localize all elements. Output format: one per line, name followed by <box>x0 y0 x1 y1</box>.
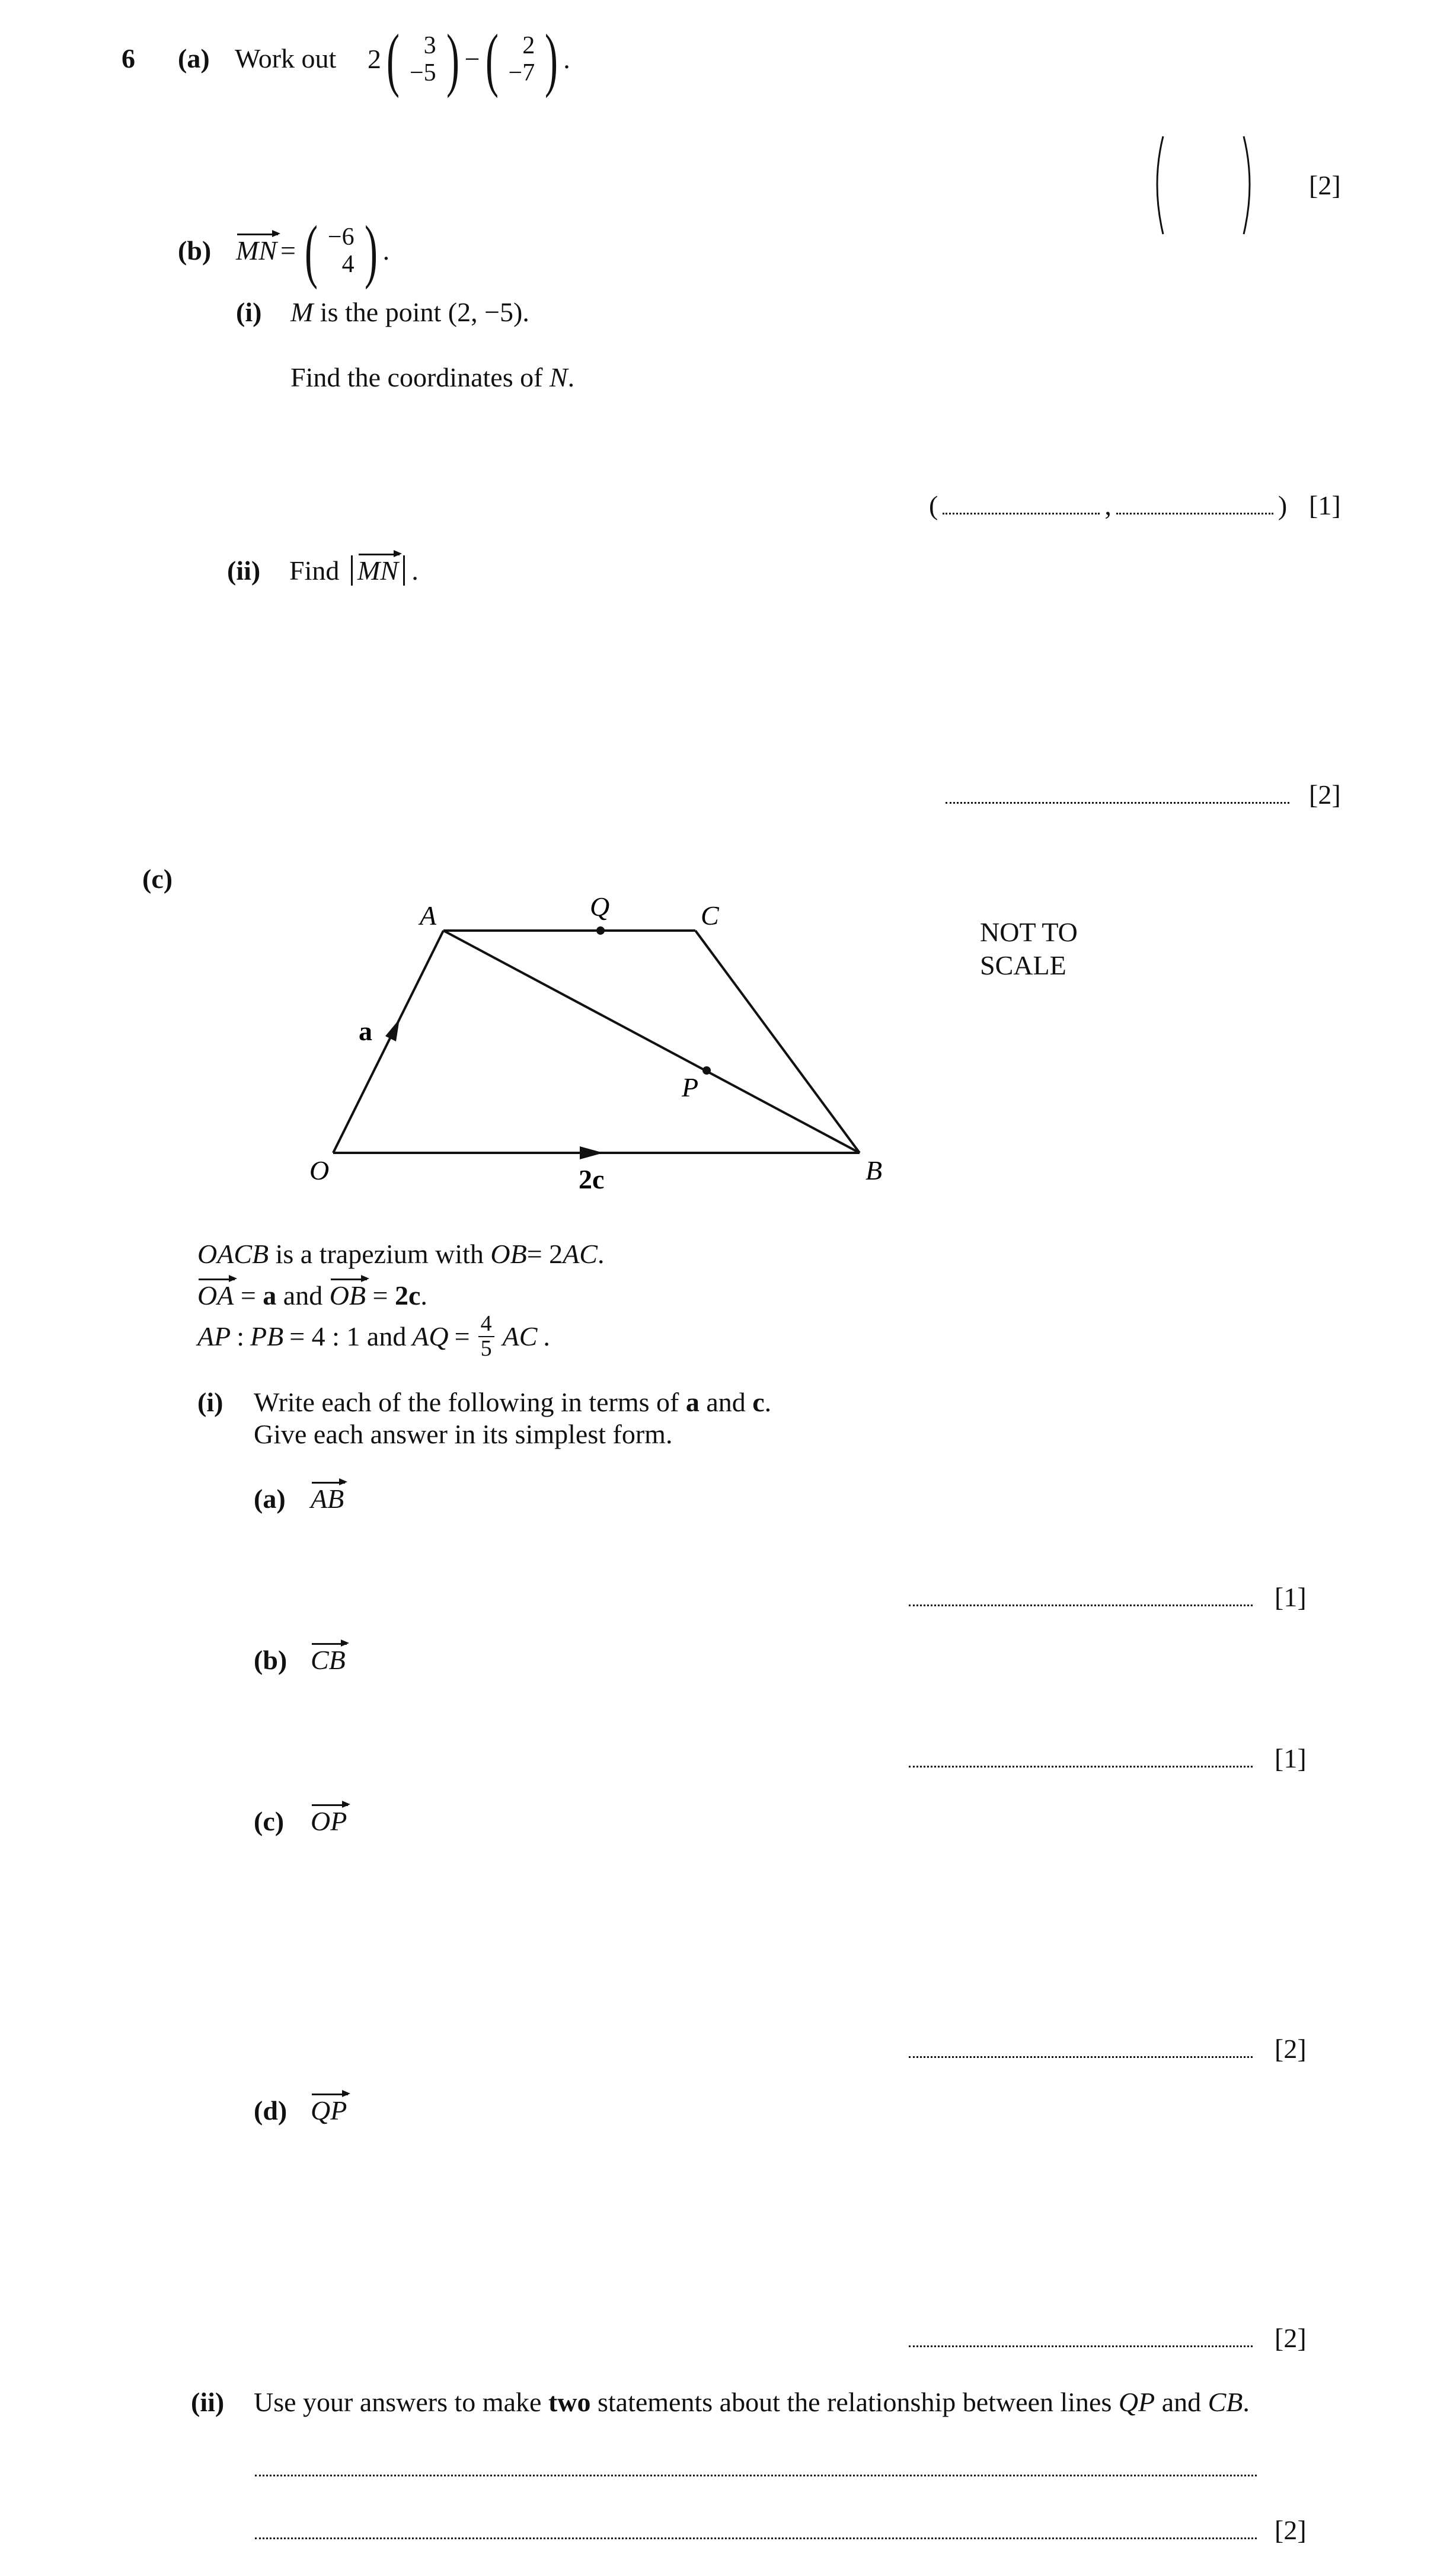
vector-1-bottom: −5 <box>409 59 436 87</box>
not-to-scale-line1: NOT TO <box>980 917 1078 947</box>
label-vector-a: a <box>359 1016 372 1046</box>
line-ab <box>443 931 860 1153</box>
vector-mn-bottom: 4 <box>341 251 354 278</box>
vector-answer-brackets[interactable] <box>1150 133 1257 237</box>
sub-a-label: (a) <box>254 1484 286 1514</box>
vector-a: a <box>685 1387 700 1417</box>
sub-b-marks: [1] <box>1275 1743 1307 1773</box>
left-paren: ( <box>386 20 400 98</box>
statement-answer-line-1[interactable] <box>255 2454 1257 2481</box>
part-c-i-line1 <box>254 1389 771 1416</box>
right-paren: ) <box>446 20 459 98</box>
part-c-i-line2: Give each answer in its simplest form. <box>254 1419 673 1449</box>
minus-sign: − <box>464 44 480 74</box>
part-a-instruction: Work out <box>235 43 337 73</box>
fraction-denominator: 5 <box>480 1336 492 1361</box>
sub-b-answer-line[interactable] <box>909 1745 1253 1772</box>
period: . <box>563 44 570 74</box>
pb: PB <box>250 1321 284 1351</box>
part-a-expression <box>368 18 570 101</box>
part-b-i-answer <box>929 492 1287 519</box>
vector-mn-value <box>323 223 359 278</box>
instruction-text: Write each of the following in terms of <box>254 1387 679 1417</box>
part-b-i-label: (i) <box>236 297 262 327</box>
aq: AQ <box>412 1321 449 1351</box>
vector-2-bottom: −7 <box>508 59 535 87</box>
part-b-statement <box>236 212 389 289</box>
period: . <box>382 235 390 266</box>
label-o: O <box>309 1155 330 1185</box>
stmt1-eq: = 2 <box>526 1239 563 1269</box>
question-number: 6 <box>122 43 135 73</box>
part-b-ii-text: Find MN . <box>289 555 419 586</box>
line-cb <box>695 931 860 1153</box>
equals: = <box>240 1280 256 1311</box>
statement-vectors <box>197 1282 427 1309</box>
sub-c-vector <box>311 1808 347 1835</box>
sub-a-vector <box>311 1485 344 1513</box>
trapezium-diagram <box>296 889 919 1197</box>
sub-d-answer-line[interactable] <box>909 2325 1253 2352</box>
answer-comma: , <box>1104 490 1112 520</box>
vector-cb: CB <box>311 1645 346 1675</box>
equals: = <box>372 1280 388 1311</box>
vector-2c: 2c <box>394 1280 421 1311</box>
left-paren: ( <box>485 20 499 98</box>
statement-ratio <box>197 1307 550 1366</box>
not-to-scale-line2: SCALE <box>980 950 1066 980</box>
sub-c-answer-line[interactable] <box>909 2035 1253 2063</box>
arrow-a-icon <box>385 1019 400 1041</box>
right-paren: ) <box>545 20 558 98</box>
answer-open-paren: ( <box>929 490 938 520</box>
and-text: and <box>283 1280 323 1311</box>
label-c: C <box>701 900 719 931</box>
stmt3-end: . <box>543 1321 550 1351</box>
answer-y-line[interactable] <box>1116 506 1273 514</box>
ac: AC <box>502 1321 538 1351</box>
point-p <box>702 1066 711 1075</box>
vector-2 <box>504 32 540 87</box>
stmt1-text: is a trapezium with <box>275 1239 484 1269</box>
sub-c-marks: [2] <box>1275 2034 1307 2064</box>
vector-oa: OA <box>197 1280 234 1311</box>
vector-1-top: 3 <box>423 31 436 59</box>
sub-a-answer-line[interactable] <box>909 1584 1253 1611</box>
ii-text-two: two <box>548 2387 591 2417</box>
vector-mn: MN <box>236 235 277 266</box>
label-b: B <box>865 1155 883 1185</box>
ap: AP <box>197 1321 231 1351</box>
part-b-ii-label: (ii) <box>227 555 261 586</box>
vector-a: a <box>263 1280 277 1311</box>
scalar: 2 <box>368 44 381 74</box>
line-cb: CB <box>1208 2387 1243 2417</box>
ii-text-a: Use your answers to make <box>254 2387 542 2417</box>
sub-b-label: (b) <box>254 1645 288 1675</box>
point-m: M <box>290 297 314 327</box>
vector-c: c <box>752 1387 765 1417</box>
part-c-label: (c) <box>142 864 173 894</box>
point-n: N <box>549 362 568 392</box>
part-c-ii-marks: [2] <box>1275 2515 1307 2545</box>
left-paren: ( <box>304 211 318 290</box>
vector-mn-top: −6 <box>327 223 354 251</box>
stmt2-end: . <box>420 1280 427 1311</box>
sub-d-marks: [2] <box>1275 2323 1307 2353</box>
line-qp: QP <box>1118 2387 1155 2417</box>
part-b-label: (b) <box>178 235 212 266</box>
label-vector-2c: 2c <box>579 1164 605 1194</box>
part-b-i-marks: [1] <box>1309 490 1341 520</box>
ob: OB <box>490 1239 527 1269</box>
instruction-end: . <box>764 1387 772 1417</box>
point-m-text: is the point (2, −5). <box>320 297 529 327</box>
find-text: Find <box>289 555 340 586</box>
label-p: P <box>682 1072 699 1102</box>
magnitude <box>351 555 405 586</box>
ii-end: . <box>1243 2387 1250 2417</box>
part-a-label: (a) <box>178 43 210 73</box>
part-c-ii-text <box>254 2389 1250 2416</box>
arrow-2c-icon <box>580 1146 603 1159</box>
vector-mn: MN <box>357 555 398 586</box>
vector-1 <box>405 32 441 87</box>
part-b-i-line2: Find the coordinates of N. <box>290 362 575 392</box>
part-c-ii-label: (ii) <box>191 2387 225 2417</box>
and-text: and <box>706 1387 746 1417</box>
sub-b-vector <box>311 1647 346 1674</box>
part-c-i-label: (i) <box>197 1387 223 1417</box>
answer-x-line[interactable] <box>943 506 1100 514</box>
sub-a-marks: [1] <box>1275 1582 1307 1612</box>
point-q <box>596 926 605 935</box>
label-q: Q <box>590 891 610 922</box>
equals: = <box>454 1321 470 1351</box>
vector-2-top: 2 <box>522 31 535 59</box>
ratio-text: = 4 : 1 and <box>289 1321 407 1351</box>
right-paren: ) <box>364 211 378 290</box>
part-b-ii-marks: [2] <box>1309 779 1341 810</box>
vector-op: OP <box>311 1806 347 1836</box>
sub-c-label: (c) <box>254 1806 285 1836</box>
part-b-ii-answer-line[interactable] <box>946 781 1289 808</box>
colon: : <box>237 1321 244 1351</box>
statement-trapezium <box>197 1241 604 1268</box>
ii-text-c: statements about the relationship between lines <box>597 2387 1112 2417</box>
find-coordinates-text: Find the coordinates of <box>290 362 543 392</box>
statement-answer-line-2[interactable] <box>255 2517 1257 2544</box>
fraction-numerator: 4 <box>478 1312 494 1337</box>
part-b-i-line1 <box>290 299 529 326</box>
vector-qp: QP <box>311 2095 347 2126</box>
fraction-four-fifths <box>478 1312 494 1361</box>
stmt1-end: . <box>597 1239 605 1269</box>
ii-and: and <box>1161 2387 1202 2417</box>
part-a-marks: [2] <box>1309 170 1341 200</box>
answer-close-paren: ) <box>1277 490 1288 520</box>
label-a: A <box>420 900 437 931</box>
vector-ab: AB <box>311 1484 344 1514</box>
sub-d-label: (d) <box>254 2095 288 2126</box>
ac: AC <box>563 1239 598 1269</box>
line-oa <box>333 931 443 1153</box>
vector-ob: OB <box>329 1280 366 1311</box>
equals: = <box>280 235 296 266</box>
oacb: OACB <box>197 1239 269 1269</box>
sub-d-vector <box>311 2097 347 2124</box>
